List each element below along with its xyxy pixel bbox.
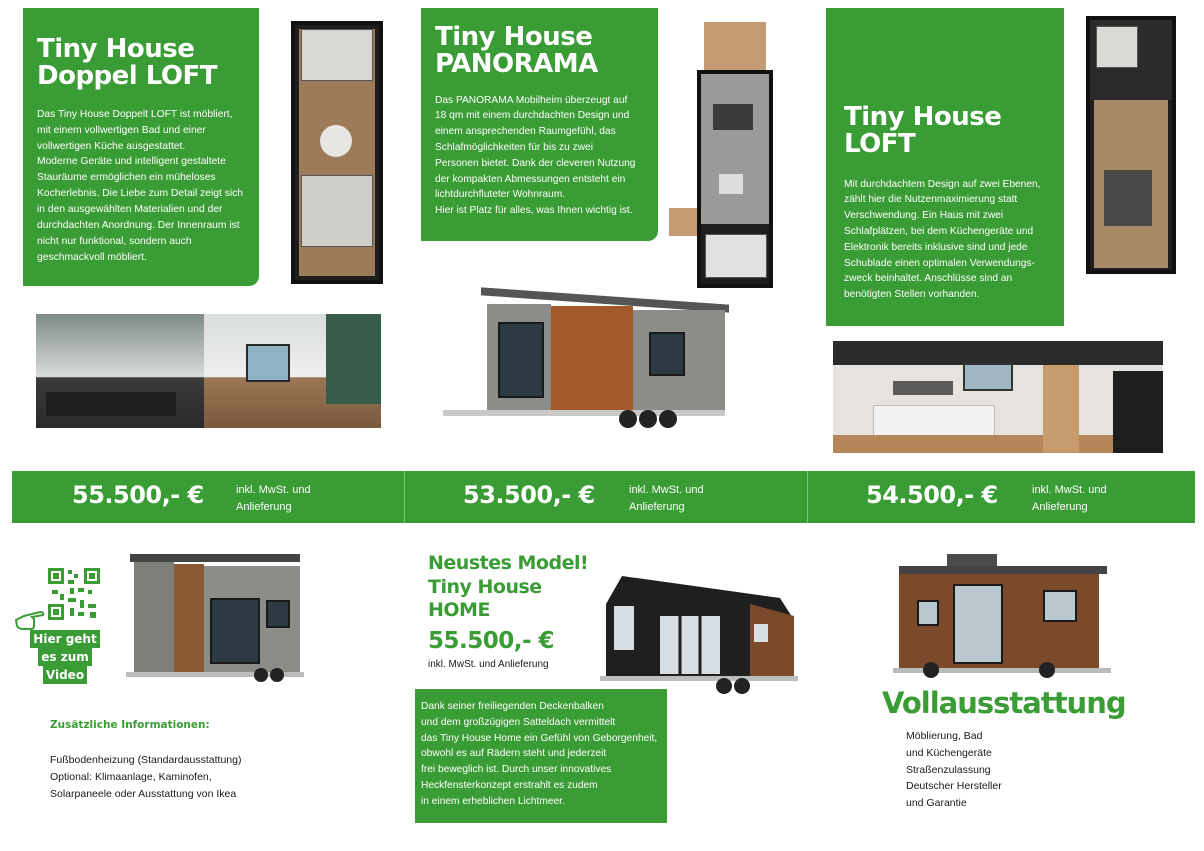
doppel-loft-price-cell bbox=[12, 471, 404, 523]
video-label-line: Hier geht bbox=[30, 630, 99, 648]
features-heading: Vollausstattung bbox=[882, 686, 1126, 720]
home-price-note: inkl. MwSt. und Anlieferung bbox=[428, 659, 549, 670]
doppel-loft-interior-photo bbox=[36, 314, 381, 428]
video-link-label[interactable] bbox=[30, 630, 100, 684]
features-list bbox=[906, 728, 1002, 812]
panorama-info-box bbox=[421, 8, 658, 241]
loft-title: Tiny House LOFT bbox=[844, 102, 1002, 160]
home-info-box bbox=[415, 689, 667, 823]
panorama-price: 53.500,- € bbox=[463, 481, 595, 509]
doppel-loft-price: 55.500,- € bbox=[72, 481, 204, 509]
panorama-price-note: inkl. MwSt. und Anlieferung bbox=[629, 484, 704, 514]
additional-info-heading: Zusätzliche Informationen: bbox=[50, 719, 210, 731]
features-item: und Küchengeräte bbox=[906, 746, 992, 759]
doppel-loft-price-note: inkl. MwSt. und Anlieferung bbox=[236, 484, 311, 514]
features-item: Deutscher Hersteller bbox=[906, 780, 1002, 793]
doppel-loft-description: Das Tiny House Doppelt LOFT ist möbliert, mit einem vollwertigen Bad und einer vollwertigen Küche ausgestattet. Moderne Geräte und intelligent gestaltete Stauräume ermöglichen ein müheloses Kocherlebnis. Die Liebe zum Detail zeigt sich in den ausgewählten Materialien und der durchdachten Anordnung. Der Innenraum ist nicht nur funktional, sondern auch geschmackvoll möbliert. bbox=[37, 108, 244, 264]
pointing-hand-icon bbox=[14, 606, 46, 632]
additional-info-text: Fußbodenheizung (Standardausstattung) Optional: Klimaanlage, Kaminofen, Solarpaneele oder Ausstattung von Ikea bbox=[50, 754, 242, 800]
home-description: Dank seiner freiliegenden Deckenbalken und dem großzügigen Satteldach vermittelt das Tiny House Home ein Gefühl von Geborgenheit, obwohl es auf Rädern steht und jederzeit frei beweglich ist. Durch unser innovatives Heckfensterkonzept erstrahlt es zudem in einem erheblichen Lichtmeer. bbox=[421, 701, 658, 807]
loft-price-note: inkl. MwSt. und Anlieferung bbox=[1032, 484, 1107, 514]
loft-price-cell bbox=[808, 471, 1195, 523]
home-price: 55.500,- € bbox=[428, 628, 555, 654]
loft-floor-plan bbox=[1086, 16, 1176, 274]
loft-price: 54.500,- € bbox=[866, 481, 998, 509]
doppel-loft-info-box bbox=[23, 8, 259, 286]
doppel-loft-floor-plan bbox=[291, 21, 383, 284]
features-item: Straßenzulassung bbox=[906, 763, 991, 776]
home-title: Tiny House HOME bbox=[428, 576, 542, 621]
features-item: und Garantie bbox=[906, 797, 967, 810]
price-bar bbox=[12, 471, 1195, 523]
home-badge: Neustes Model! bbox=[428, 552, 589, 574]
panorama-price-cell bbox=[405, 471, 807, 523]
panorama-deck-top bbox=[704, 22, 766, 72]
panorama-description: Das PANORAMA Mobilheim überzeugt auf 18 qm mit einem durchdachten Design und einem ansprechenden Raumgefühl, das Schlafmöglichkeiten für bis zu zwei Personen bietet. Dank der cleveren Nutzung der kompakten Abmessungen entsteht ein lichtdurchfluteter Wohnraum. Hier ist Platz für alles, was Ihnen wichtig ist. bbox=[435, 94, 636, 217]
panorama-exterior-image bbox=[443, 286, 733, 436]
features-item: Möblierung, Bad bbox=[906, 730, 983, 742]
panorama-deck-side bbox=[669, 208, 697, 236]
video-label-line: Video bbox=[43, 666, 87, 684]
panorama-floor-plan bbox=[697, 70, 773, 288]
loft-exterior-image bbox=[893, 550, 1113, 682]
doppel-loft-title: Tiny House Doppel LOFT bbox=[37, 34, 218, 92]
loft-description: Mit durchdachtem Design auf zwei Ebenen, zählt hier die Nutzenmaximierung statt Verschwendung. Ein Haus mit zwei Schlafplätzen, bei dem Küchengeräte und Elektronik bereits inklusive sind und jede Schublade einen optimalen Verwendungs- zweck beinhaltet. Anschlüsse sind an benötigten Stellen vorhanden. bbox=[844, 178, 1041, 301]
panorama-title: Tiny House PANORAMA bbox=[435, 22, 598, 80]
loft-info-box bbox=[826, 8, 1064, 326]
video-label-line: es zum bbox=[38, 648, 92, 666]
home-exterior-image bbox=[600, 568, 800, 698]
qr-code-icon[interactable] bbox=[46, 566, 102, 622]
doppel-loft-exterior-image bbox=[126, 550, 306, 690]
loft-interior-photo bbox=[833, 341, 1163, 453]
